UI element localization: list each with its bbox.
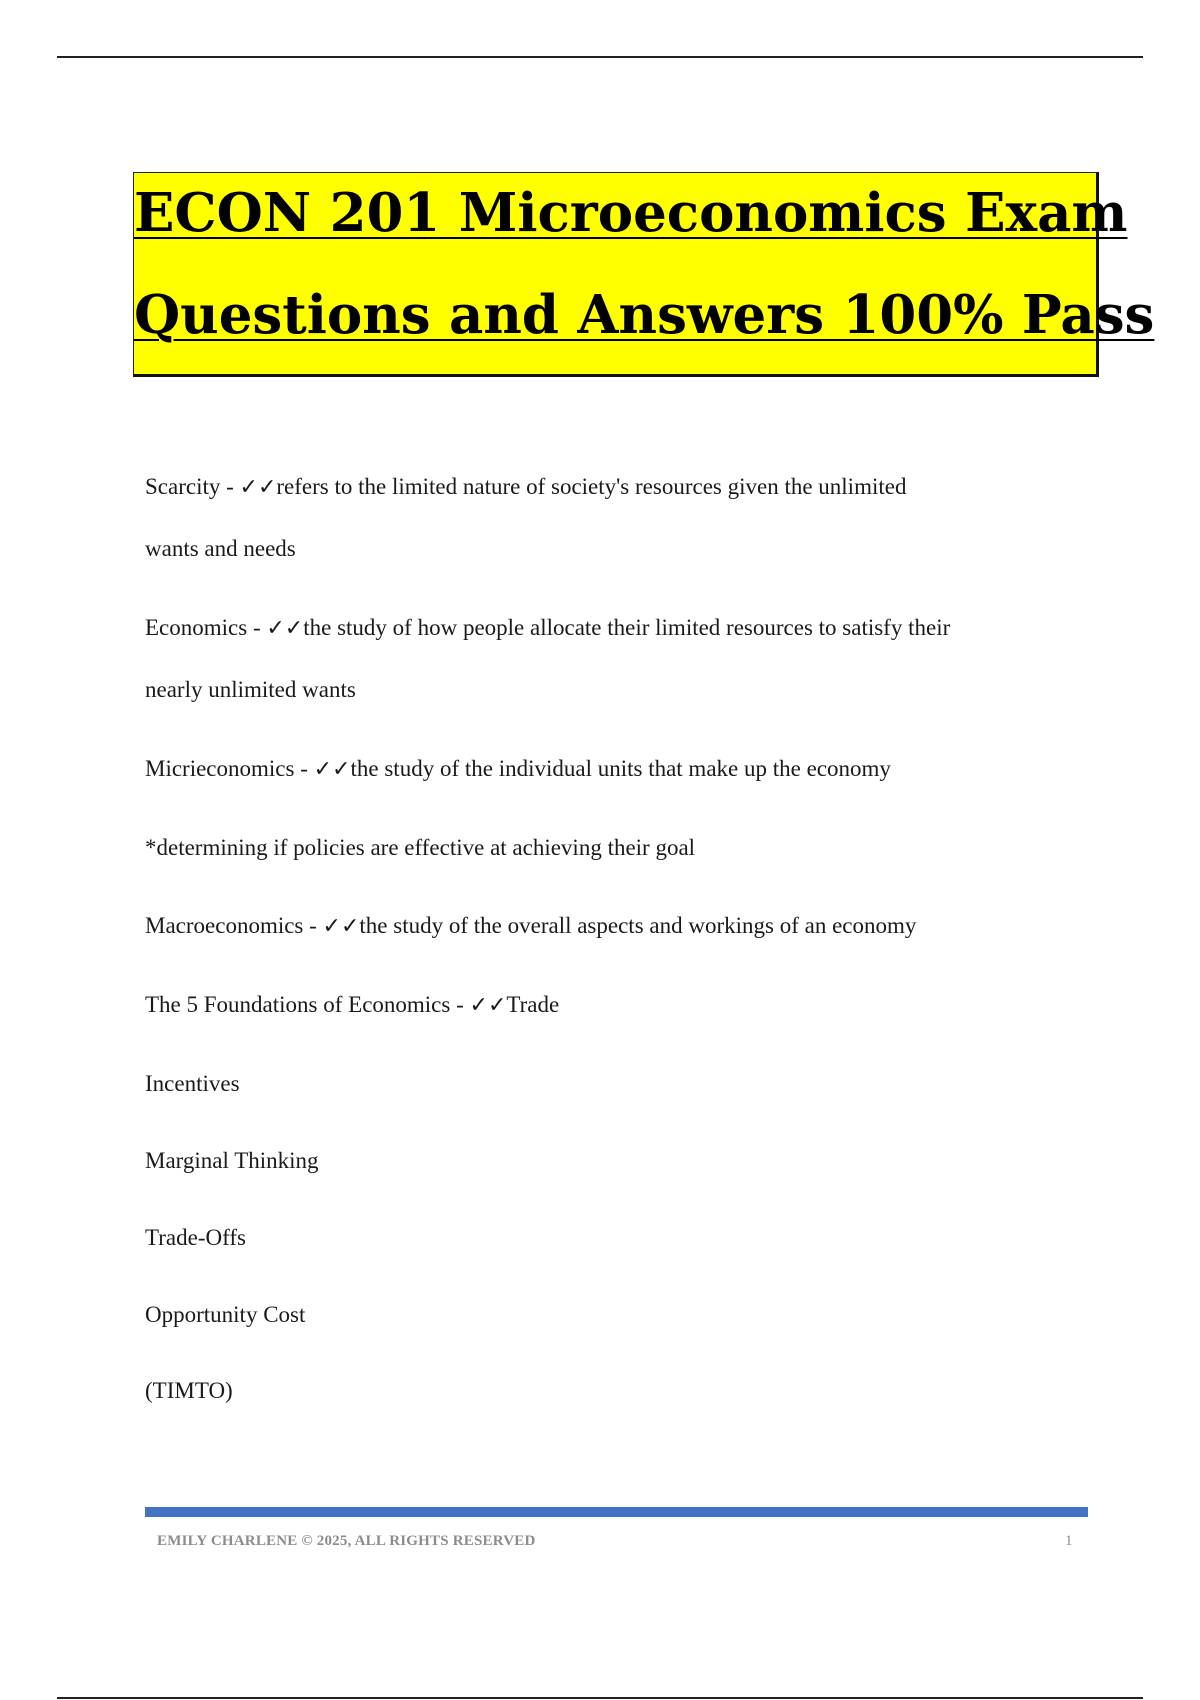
title-line-1: ECON 201 Microeconomics Exam — [134, 182, 1128, 244]
entry-term: Macroeconomics - — [145, 913, 323, 938]
title-line-2: Questions and Answers 100% Pass — [134, 284, 1155, 346]
list-item: Opportunity Cost — [145, 1302, 306, 1327]
entry-definition: refers to the limited nature of society's resources given the unlimited — [276, 474, 907, 499]
entry-term: Scarcity - — [145, 474, 240, 499]
entry-continuation: wants and needs — [145, 536, 296, 561]
entry-term: Economics - — [145, 615, 267, 640]
entry-economics — [145, 596, 1085, 660]
entry-definition: Trade — [506, 992, 560, 1017]
entry-continuation: nearly unlimited wants — [145, 677, 356, 702]
footer-copyright: EMILY CHARLENE © 2025, ALL RIGHTS RESERVED — [157, 1533, 536, 1549]
entry-macroeconomics — [145, 894, 1085, 958]
entry-term: The 5 Foundations of Economics - — [145, 992, 470, 1017]
bottom-rule — [57, 1697, 1143, 1699]
footer-bar — [145, 1507, 1088, 1517]
list-item: Marginal Thinking — [145, 1148, 319, 1173]
entry-definition: the study of how people allocate their limited resources to satisfy their — [303, 615, 951, 640]
list-item: Trade-Offs — [145, 1225, 246, 1250]
double-check-icon: ✓✓ — [469, 993, 507, 1018]
entry-scarcity — [145, 455, 1085, 519]
double-check-icon: ✓✓ — [239, 475, 277, 500]
entry-definition: the study of the overall aspects and workings of an economy — [359, 913, 917, 938]
page-number: 1 — [1065, 1533, 1073, 1549]
double-check-icon: ✓✓ — [313, 757, 351, 782]
entry-term: Micrieconomics - — [145, 756, 314, 781]
list-item: Incentives — [145, 1071, 240, 1096]
title-box — [133, 172, 1155, 377]
top-rule — [57, 56, 1143, 58]
list-item: (TIMTO) — [145, 1378, 233, 1403]
entry-microeconomics — [145, 737, 1085, 801]
double-check-icon: ✓✓ — [322, 914, 360, 939]
entry-foundations — [145, 973, 1085, 1037]
entry-continuation: *determining if policies are effective at achieving their goal — [145, 835, 696, 860]
entry-definition: the study of the individual units that make up the economy — [350, 756, 891, 781]
double-check-icon: ✓✓ — [266, 616, 304, 641]
